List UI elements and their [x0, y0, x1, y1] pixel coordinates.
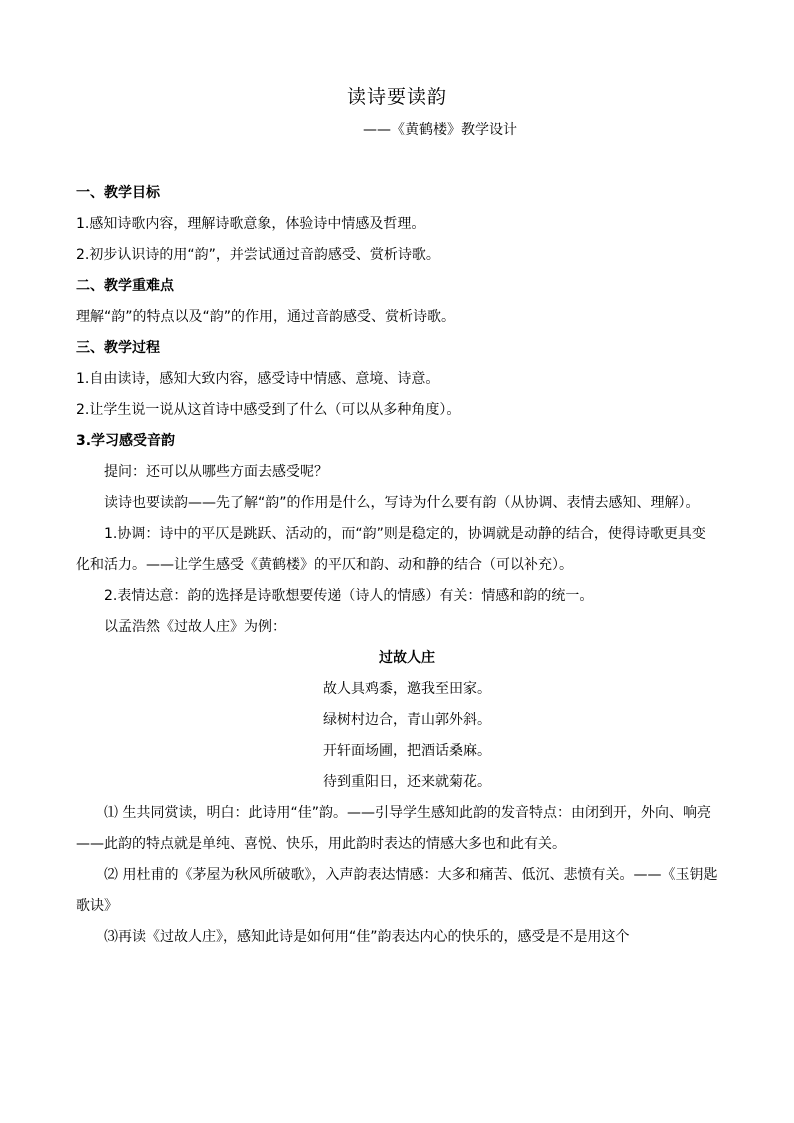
key-points-text: 理解“韵”的特点以及“韵”的作用，通过音韵感受、赏析诗歌。	[76, 309, 456, 325]
paragraph-expression: 2.表情达意：韵的选择是诗歌想要传递（诗人的情感）有关：情感和韵的统一。	[104, 588, 594, 604]
question-text: 提问：还可以从哪些方面去感受呢？	[104, 464, 328, 480]
section-heading-process: 三、教学过程	[76, 340, 160, 356]
paragraph-harmony: 1.协调：诗中的平仄是跳跃、活动的，而“韵”则是稳定的，协调就是动静的结合，使得诗歌更具变化和活力。——让学生感受《黄鹤楼》的平仄和韵、动和静的结合（可以补充）。	[76, 526, 706, 573]
example-intro: 以孟浩然《过故人庄》为例：	[104, 619, 286, 635]
poem-line: 待到重阳日，还来就菊花。	[323, 774, 491, 790]
poem-line: 绿树村边合，青山郭外斜。	[323, 712, 491, 728]
objective-item-1: 1.感知诗歌内容，理解诗歌意象，体验诗中情感及哲理。	[76, 216, 426, 232]
poem-title: 过故人庄	[379, 650, 435, 666]
paragraph-read-rhyme: 读诗也要读韵——先了解“韵”的作用是什么，写诗为什么要有韵（从协调、表情去感知、理解）。	[104, 495, 700, 511]
poem-line: 开轩面场圃，把酒话桑麻。	[323, 743, 491, 759]
document-body	[76, 84, 718, 953]
process-item-2: 2.让学生说一说从这首诗中感受到了什么（可以从多种角度）。	[76, 402, 461, 418]
process-item-1: 1.自由读诗，感知大致内容，感受诗中情感、意境、诗意。	[76, 371, 440, 387]
section-heading-key-points: 二、教学重难点	[76, 278, 174, 294]
poem-line: 故人具鸡黍，邀我至田家。	[323, 681, 491, 697]
sub-heading-rhyme: 3.学习感受音韵	[76, 433, 176, 449]
section-heading-objectives: 一、教学目标	[76, 185, 160, 201]
analysis-paragraph-3: ⑶再读《过故人庄》，感知此诗是如何用“佳”韵表达内心的快乐的，感受是不是用这个	[104, 929, 630, 945]
objective-item-2: 2.初步认识诗的用“韵”，并尝试通过音韵感受、赏析诗歌。	[76, 247, 440, 263]
document-subtitle: ——《黄鹤楼》教学设计	[363, 122, 517, 138]
analysis-paragraph-1: ⑴ 生共同赏读，明白：此诗用“佳”韵。——引导学生感知此韵的发音特点：由闭到开，外向、响亮——此韵的特点就是单纯、喜悦、快乐，用此韵时表达的情感大多也和此有关。	[76, 805, 711, 852]
analysis-paragraph-2: ⑵ 用杜甫的《茅屋为秋风所破歌》，入声韵表达情感：大多和痛苦、低沉、悲愤有关。——《玉钥匙歌诀》	[76, 867, 718, 914]
document-title: 读诗要读韵	[346, 86, 447, 108]
